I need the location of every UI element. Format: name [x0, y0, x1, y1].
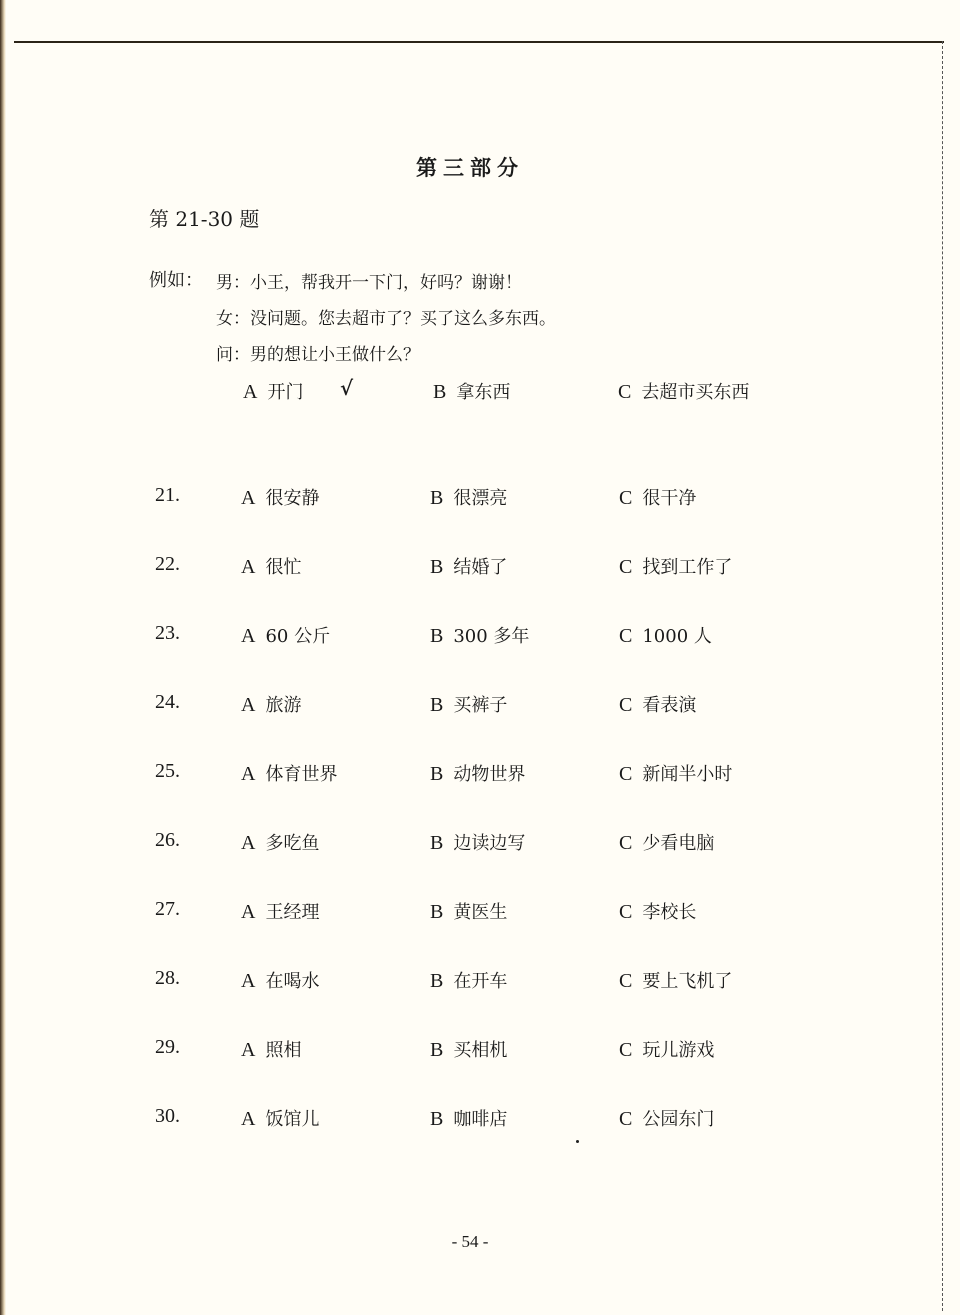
option-letter: A [241, 832, 256, 854]
example-line-woman: 女：没问题。您去超市了？买了这么多东西。 [216, 309, 556, 329]
option-text: 多吃鱼 [265, 833, 320, 854]
option-text: 在开车 [453, 971, 508, 992]
option-b [430, 829, 525, 855]
option-text: 很忙 [265, 557, 302, 578]
option-b [430, 484, 507, 510]
example-label: 例如： [149, 270, 203, 291]
example-line-question: 问：男的想让小王做什么？ [216, 345, 420, 365]
option-a [241, 1036, 301, 1062]
option-letter: C [619, 1039, 633, 1061]
margin-rule [942, 41, 944, 1311]
example-option-b [433, 378, 510, 404]
example-option-c [618, 378, 749, 404]
option-c [619, 967, 732, 993]
option-a [241, 553, 301, 579]
option-text: 300 多年 [453, 626, 530, 647]
option-letter: C [619, 901, 633, 923]
option-text: 照相 [265, 1040, 302, 1061]
option-text: 动物世界 [453, 764, 526, 785]
option-letter: B [433, 381, 447, 403]
question-number: 25. [155, 760, 180, 782]
option-letter: B [430, 970, 444, 992]
option-text: 去超市买东西 [641, 382, 750, 403]
question-number: 27. [155, 898, 180, 920]
example-option-a [243, 378, 303, 404]
option-c [619, 898, 696, 924]
option-b [430, 1036, 507, 1062]
option-text: 在喝水 [265, 971, 320, 992]
question-range: 第 21-30 题 [149, 207, 260, 231]
option-letter: C [618, 381, 632, 403]
option-letter: A [241, 556, 256, 578]
scan-edge-left [0, 0, 6, 1315]
option-text: 少看电脑 [642, 833, 715, 854]
option-letter: A [241, 1108, 256, 1130]
option-c [619, 553, 732, 579]
option-text: 体育世界 [265, 764, 338, 785]
question-number: 23. [155, 622, 180, 644]
option-b [430, 760, 525, 786]
option-b [430, 967, 507, 993]
option-letter: C [619, 763, 633, 785]
option-b [430, 691, 507, 717]
question-number: 22. [155, 553, 180, 575]
option-letter: B [430, 556, 444, 578]
option-letter: A [241, 625, 256, 647]
option-text: 很干净 [642, 488, 697, 509]
option-text: 黄医生 [453, 902, 508, 923]
option-a [241, 691, 301, 717]
option-text: 旅游 [265, 695, 302, 716]
option-b [430, 622, 529, 648]
question-number: 24. [155, 691, 180, 713]
section-title: 第三部分 [416, 155, 524, 180]
option-letter: C [619, 970, 633, 992]
option-text: 看表演 [642, 695, 697, 716]
option-text: 开门 [267, 382, 304, 403]
option-letter: B [430, 763, 444, 785]
option-letter: B [430, 1108, 444, 1130]
option-text: 新闻半小时 [642, 764, 733, 785]
option-text: 买裤子 [453, 695, 508, 716]
option-b [430, 1105, 507, 1131]
option-text: 李校长 [642, 902, 697, 923]
question-number: 28. [155, 967, 180, 989]
option-c [619, 691, 696, 717]
option-letter: B [430, 1039, 444, 1061]
option-letter: A [241, 1039, 256, 1061]
option-b [430, 553, 507, 579]
option-text: 很安静 [265, 488, 320, 509]
option-text: 要上飞机了 [642, 971, 733, 992]
option-letter: B [430, 901, 444, 923]
option-text: 1000 人 [642, 626, 712, 647]
question-number: 29. [155, 1036, 180, 1058]
option-c [619, 760, 732, 786]
option-text: 玩儿游戏 [642, 1040, 715, 1061]
option-a [241, 829, 319, 855]
option-letter: B [430, 832, 444, 854]
option-text: 找到工作了 [642, 557, 733, 578]
option-text: 结婚了 [453, 557, 508, 578]
option-text: 咖啡店 [453, 1109, 508, 1130]
question-number: 30. [155, 1105, 180, 1127]
option-letter: A [241, 970, 256, 992]
option-letter: C [619, 832, 633, 854]
option-letter: A [241, 694, 256, 716]
option-a [241, 760, 337, 786]
option-text: 王经理 [265, 902, 320, 923]
option-letter: C [619, 625, 633, 647]
header-rule [14, 41, 944, 43]
option-letter: B [430, 694, 444, 716]
option-text: 公园东门 [642, 1109, 715, 1130]
option-letter: B [430, 487, 444, 509]
option-c [619, 1105, 714, 1131]
option-text: 边读边写 [453, 833, 526, 854]
option-letter: C [619, 694, 633, 716]
question-number: 21. [155, 484, 180, 506]
option-a [241, 898, 319, 924]
option-letter: A [241, 487, 256, 509]
option-text: 拿东西 [456, 382, 511, 403]
checkmark-icon: √ [340, 376, 354, 400]
option-a [241, 622, 330, 648]
page-number: - 54 - [451, 1232, 489, 1251]
option-text: 60 公斤 [265, 626, 331, 647]
option-letter: C [619, 487, 633, 509]
option-b [430, 898, 507, 924]
option-c [619, 1036, 714, 1062]
option-a [241, 484, 319, 510]
option-text: 买相机 [453, 1040, 508, 1061]
option-letter: B [430, 625, 444, 647]
option-c [619, 622, 712, 648]
option-letter: A [243, 381, 258, 403]
option-letter: C [619, 556, 633, 578]
option-letter: A [241, 901, 256, 923]
option-text: 很漂亮 [453, 488, 508, 509]
option-a [241, 967, 319, 993]
option-c [619, 829, 714, 855]
option-a [241, 1105, 319, 1131]
option-c [619, 484, 696, 510]
option-letter: A [241, 763, 256, 785]
question-number: 26. [155, 829, 180, 851]
option-letter: C [619, 1108, 633, 1130]
scan-speck [576, 1140, 579, 1143]
example-line-man: 男：小王，帮我开一下门，好吗？谢谢！ [216, 273, 522, 293]
option-text: 饭馆儿 [265, 1109, 320, 1130]
